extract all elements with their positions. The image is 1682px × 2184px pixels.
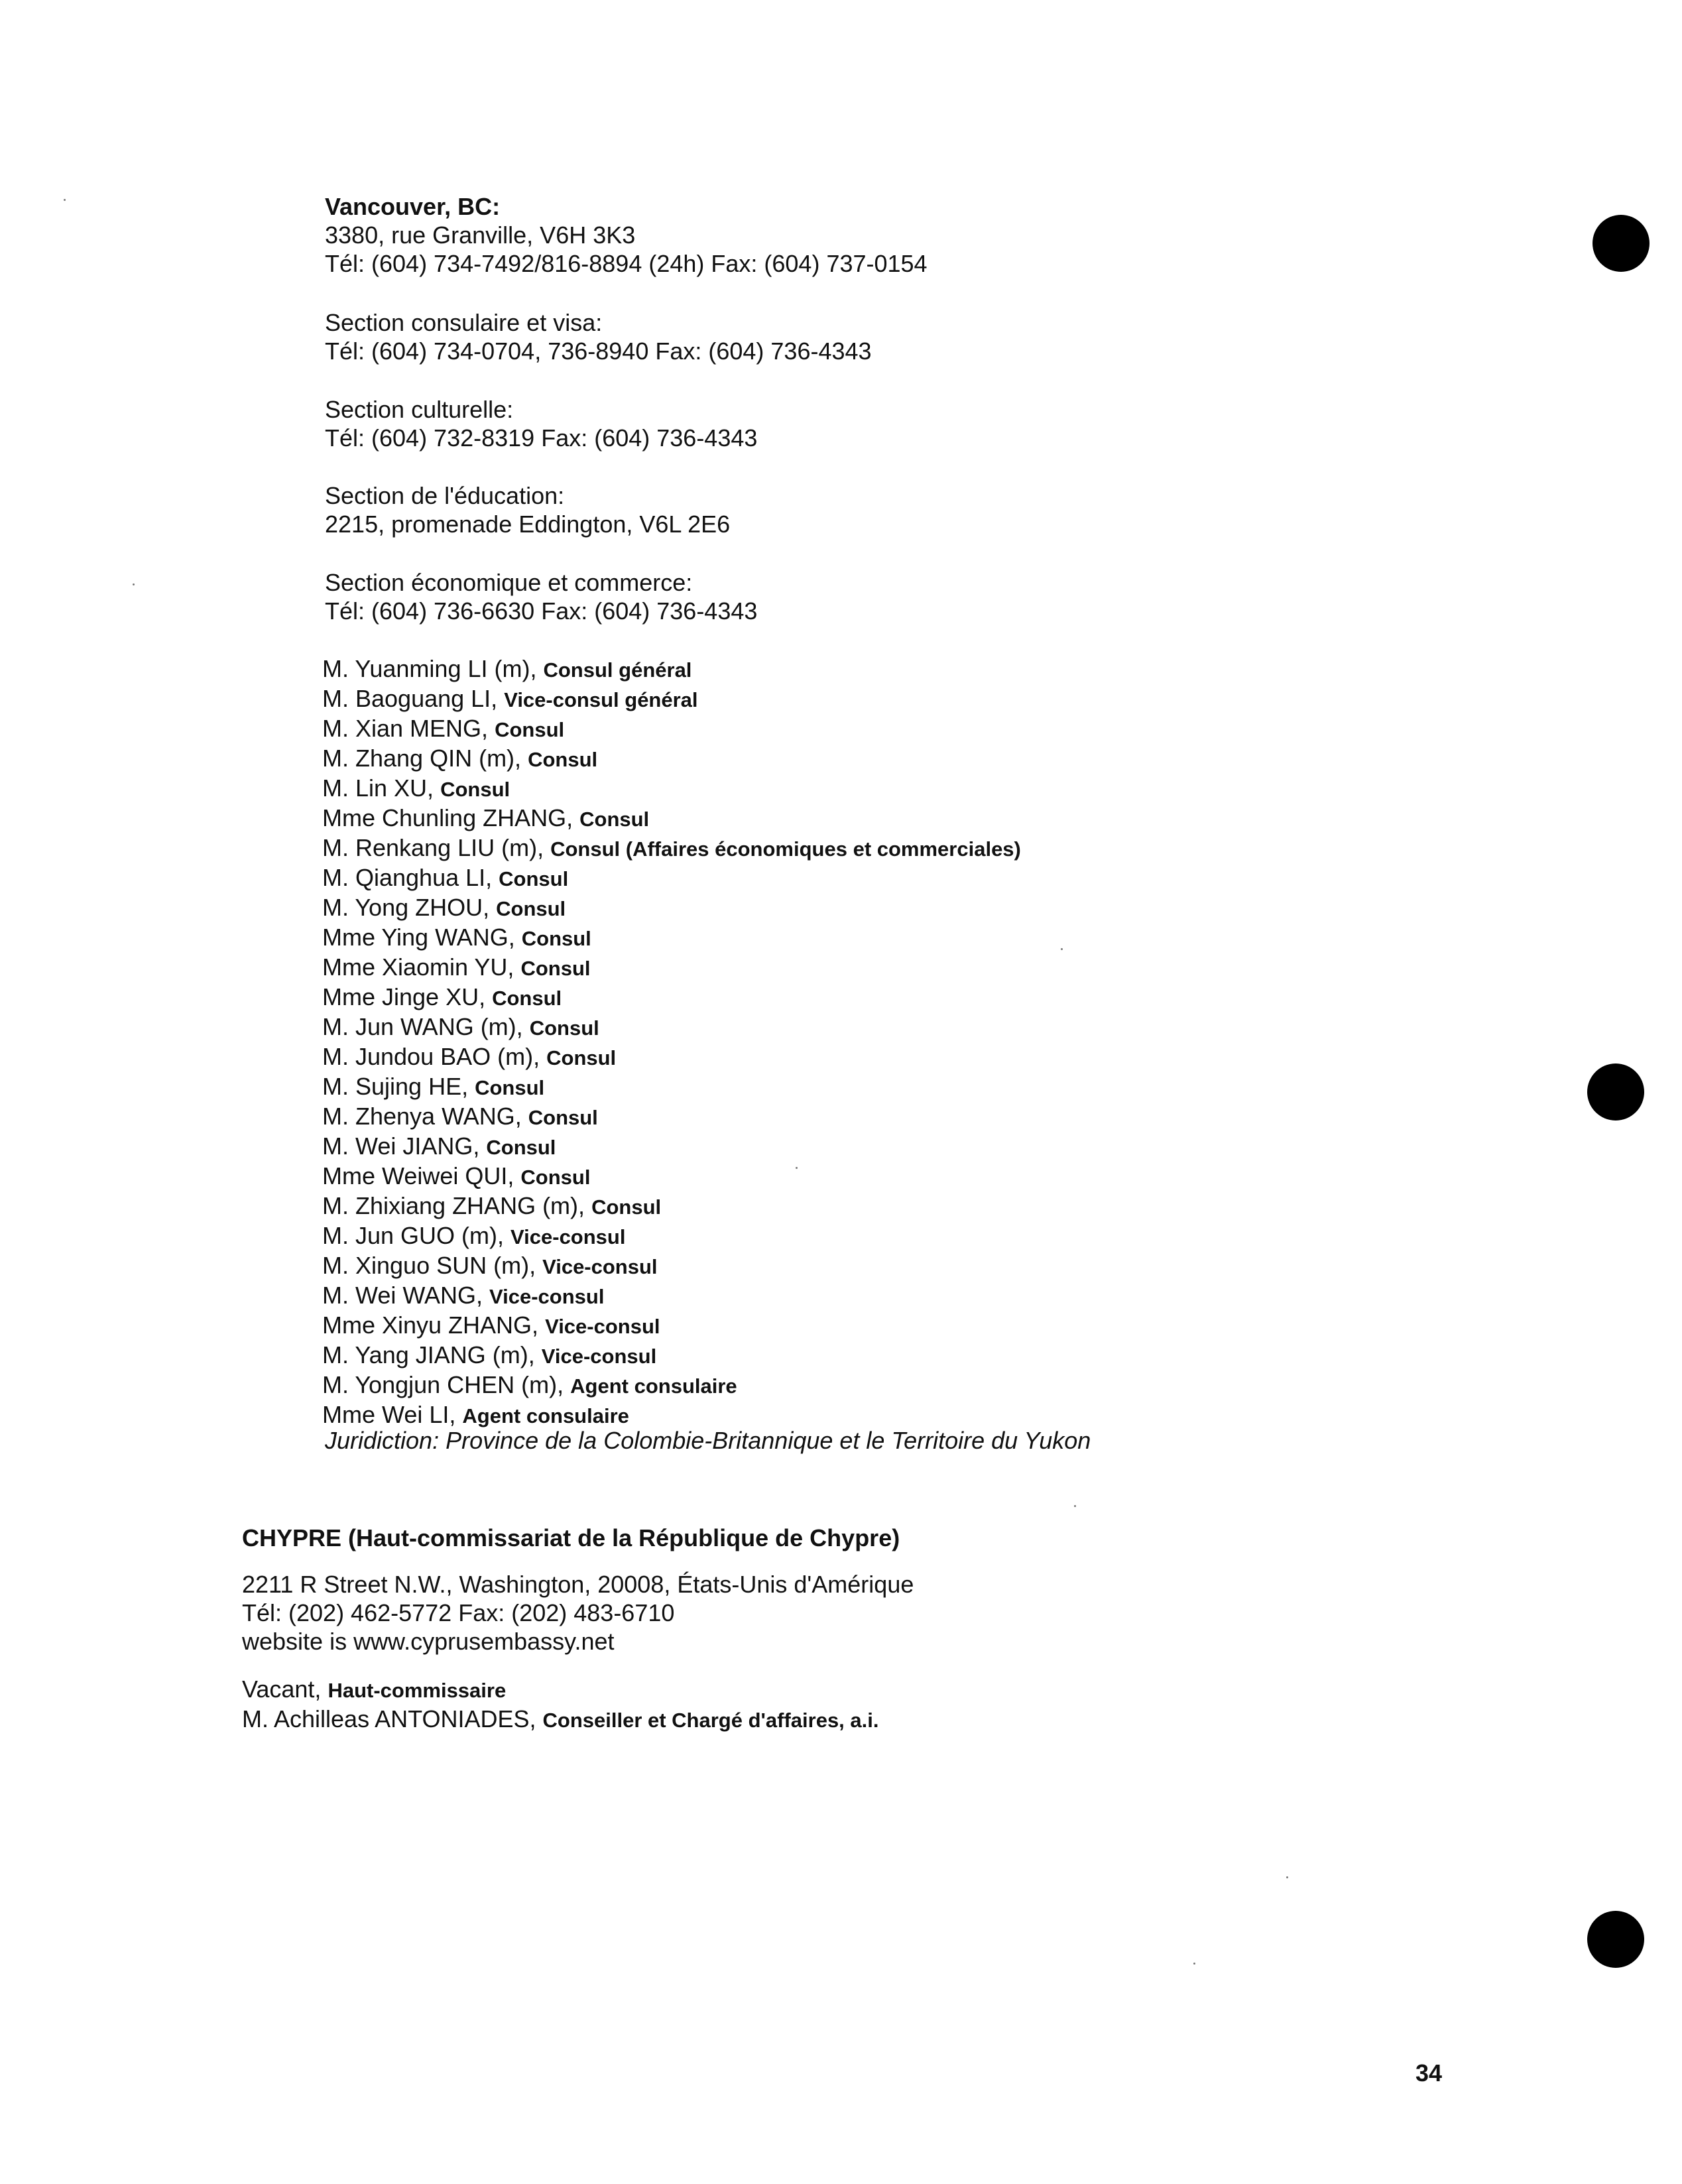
list-item <box>322 1251 1021 1281</box>
staff-role: Vice-consul <box>542 1255 658 1278</box>
list-item <box>322 804 1021 833</box>
list-item <box>322 1072 1021 1102</box>
staff-name: M. Yuanming LI (m), <box>322 655 537 682</box>
staff-role: Consul <box>440 778 511 801</box>
chypre-staff-list <box>242 1675 879 1734</box>
list-item <box>322 1132 1021 1162</box>
staff-name: M. Wei JIANG, <box>322 1132 480 1160</box>
staff-name: Mme Jinge XU, <box>322 983 486 1010</box>
punch-hole-middle <box>1587 1063 1644 1121</box>
list-item <box>322 744 1021 774</box>
staff-role: Agent consulaire <box>570 1374 737 1398</box>
scan-speck <box>64 199 66 201</box>
staff-role: Conseiller et Chargé d'affaires, a.i. <box>542 1709 879 1732</box>
staff-role: Vice-consul <box>511 1225 626 1248</box>
staff-name: Mme Ying WANG, <box>322 924 515 951</box>
list-item <box>322 684 1021 714</box>
list-item <box>322 953 1021 983</box>
list-item <box>322 923 1021 953</box>
chypre-phone: Tél: (202) 462-5772 Fax: (202) 483-6710 <box>242 1599 675 1626</box>
staff-name: Mme Xiaomin YU, <box>322 953 514 981</box>
staff-role: Consul <box>492 987 562 1010</box>
vancouver-jurisdiction <box>325 1426 1091 1455</box>
staff-role: Consul <box>591 1195 662 1219</box>
staff-name: Vacant, <box>242 1675 322 1703</box>
chypre-website: website is www.cyprusembassy.net <box>242 1628 615 1655</box>
list-item <box>322 654 1021 684</box>
list-item <box>322 833 1021 863</box>
vancouver-phone: Tél: (604) 734-7492/816-8894 (24h) Fax: (604) 737-0154 <box>325 250 928 277</box>
punch-hole-top <box>1592 215 1650 272</box>
staff-name: M. Wei WANG, <box>322 1282 483 1309</box>
section-title: Section économique et commerce: <box>325 569 693 596</box>
staff-role: Consul <box>496 897 566 920</box>
staff-role: Consul (Affaires économiques et commerciales) <box>550 837 1021 861</box>
staff-name: M. Renkang LIU (m), <box>322 834 544 861</box>
list-item <box>322 983 1021 1012</box>
jurisdiction-text: Juridiction: Province de la Colombie-Britannique et le Territoire du Yukon <box>325 1427 1091 1454</box>
list-item <box>322 774 1021 804</box>
staff-name: M. Yong ZHOU, <box>322 894 490 921</box>
list-item <box>322 1042 1021 1072</box>
staff-role: Vice-consul <box>541 1345 657 1368</box>
list-item <box>322 1191 1021 1221</box>
scan-speck <box>1193 1963 1195 1965</box>
staff-role: Agent consulaire <box>462 1404 629 1427</box>
punch-hole-bottom <box>1587 1911 1644 1968</box>
staff-role: Consul <box>546 1046 617 1069</box>
staff-name: Mme Wei LI, <box>322 1401 456 1428</box>
section-title: Section de l'éducation: <box>325 482 565 509</box>
chypre-contact <box>242 1570 914 1656</box>
vancouver-block <box>325 192 928 278</box>
staff-name: M. Sujing HE, <box>322 1073 469 1100</box>
staff-role: Consul général <box>543 658 692 682</box>
staff-role: Vice-consul <box>489 1285 605 1308</box>
vancouver-staff-list <box>322 654 1021 1430</box>
list-item <box>322 1221 1021 1251</box>
scan-speck <box>133 583 135 585</box>
staff-name: M. Yongjun CHEN (m), <box>322 1371 564 1398</box>
vancouver-address: 3380, rue Granville, V6H 3K3 <box>325 221 636 249</box>
section-detail: 2215, promenade Eddington, V6L 2E6 <box>325 511 731 538</box>
section-title: Section culturelle: <box>325 396 514 423</box>
list-item <box>322 1311 1021 1341</box>
staff-role: Consul <box>529 1016 599 1040</box>
scan-speck <box>1061 948 1063 950</box>
staff-name: M. Jun WANG (m), <box>322 1013 523 1040</box>
staff-role: Consul <box>486 1136 556 1159</box>
page-number: 34 <box>1415 2059 1443 2087</box>
section-title: Section consulaire et visa: <box>325 309 603 336</box>
staff-name: M. Jundou BAO (m), <box>322 1043 540 1070</box>
list-item <box>322 1102 1021 1132</box>
section-detail: Tél: (604) 734-0704, 736-8940 Fax: (604) 736-4343 <box>325 337 872 365</box>
staff-role: Vice-consul général <box>504 688 698 711</box>
section-consular-visa <box>325 308 872 365</box>
chypre-address: 2211 R Street N.W., Washington, 20008, États-Unis d'Amérique <box>242 1571 914 1598</box>
staff-name: M. Baoguang LI, <box>322 685 498 712</box>
staff-name: Mme Chunling ZHANG, <box>322 804 573 831</box>
scan-speck <box>1074 1505 1076 1507</box>
staff-role: Consul <box>499 867 569 890</box>
staff-name: M. Achilleas ANTONIADES, <box>242 1705 536 1732</box>
staff-role: Haut-commissaire <box>328 1679 507 1702</box>
staff-name: M. Zhang QIN (m), <box>322 745 522 772</box>
chypre-block <box>242 1524 900 1552</box>
list-item <box>322 1370 1021 1400</box>
list-item <box>322 1341 1021 1370</box>
staff-role: Consul <box>528 748 598 771</box>
staff-role: Consul <box>495 718 565 741</box>
staff-role: Consul <box>475 1076 545 1099</box>
list-item <box>322 1162 1021 1191</box>
list-item <box>242 1705 879 1734</box>
list-item <box>322 893 1021 923</box>
list-item <box>322 1281 1021 1311</box>
staff-role: Consul <box>528 1106 598 1129</box>
staff-name: M. Zhenya WANG, <box>322 1103 522 1130</box>
staff-role: Consul <box>520 957 591 980</box>
staff-role: Consul <box>579 808 650 831</box>
list-item <box>242 1675 879 1705</box>
section-education <box>325 481 730 538</box>
staff-name: Mme Xinyu ZHANG, <box>322 1311 539 1339</box>
staff-name: M. Lin XU, <box>322 774 434 802</box>
vancouver-heading: Vancouver, BC: <box>325 193 501 220</box>
scan-speck <box>1286 1876 1288 1878</box>
list-item <box>322 714 1021 744</box>
section-detail: Tél: (604) 732-8319 Fax: (604) 736-4343 <box>325 424 758 452</box>
section-cultural <box>325 395 757 452</box>
staff-name: M. Qianghua LI, <box>322 864 493 891</box>
list-item <box>322 1012 1021 1042</box>
staff-name: Mme Weiwei QUI, <box>322 1162 514 1189</box>
section-detail: Tél: (604) 736-6630 Fax: (604) 736-4343 <box>325 597 758 625</box>
staff-role: Vice-consul <box>545 1315 660 1338</box>
chypre-heading: CHYPRE (Haut-commissariat de la République de Chypre) <box>242 1524 900 1551</box>
staff-name: M. Jun GUO (m), <box>322 1222 505 1249</box>
staff-name: M. Xinguo SUN (m), <box>322 1252 536 1279</box>
staff-name: M. Yang JIANG (m), <box>322 1341 535 1368</box>
staff-role: Consul <box>520 1166 591 1189</box>
list-item <box>322 863 1021 893</box>
staff-name: M. Zhixiang ZHANG (m), <box>322 1192 585 1219</box>
staff-name: M. Xian MENG, <box>322 715 489 742</box>
staff-role: Consul <box>521 927 591 950</box>
section-economic-commerce <box>325 568 757 625</box>
